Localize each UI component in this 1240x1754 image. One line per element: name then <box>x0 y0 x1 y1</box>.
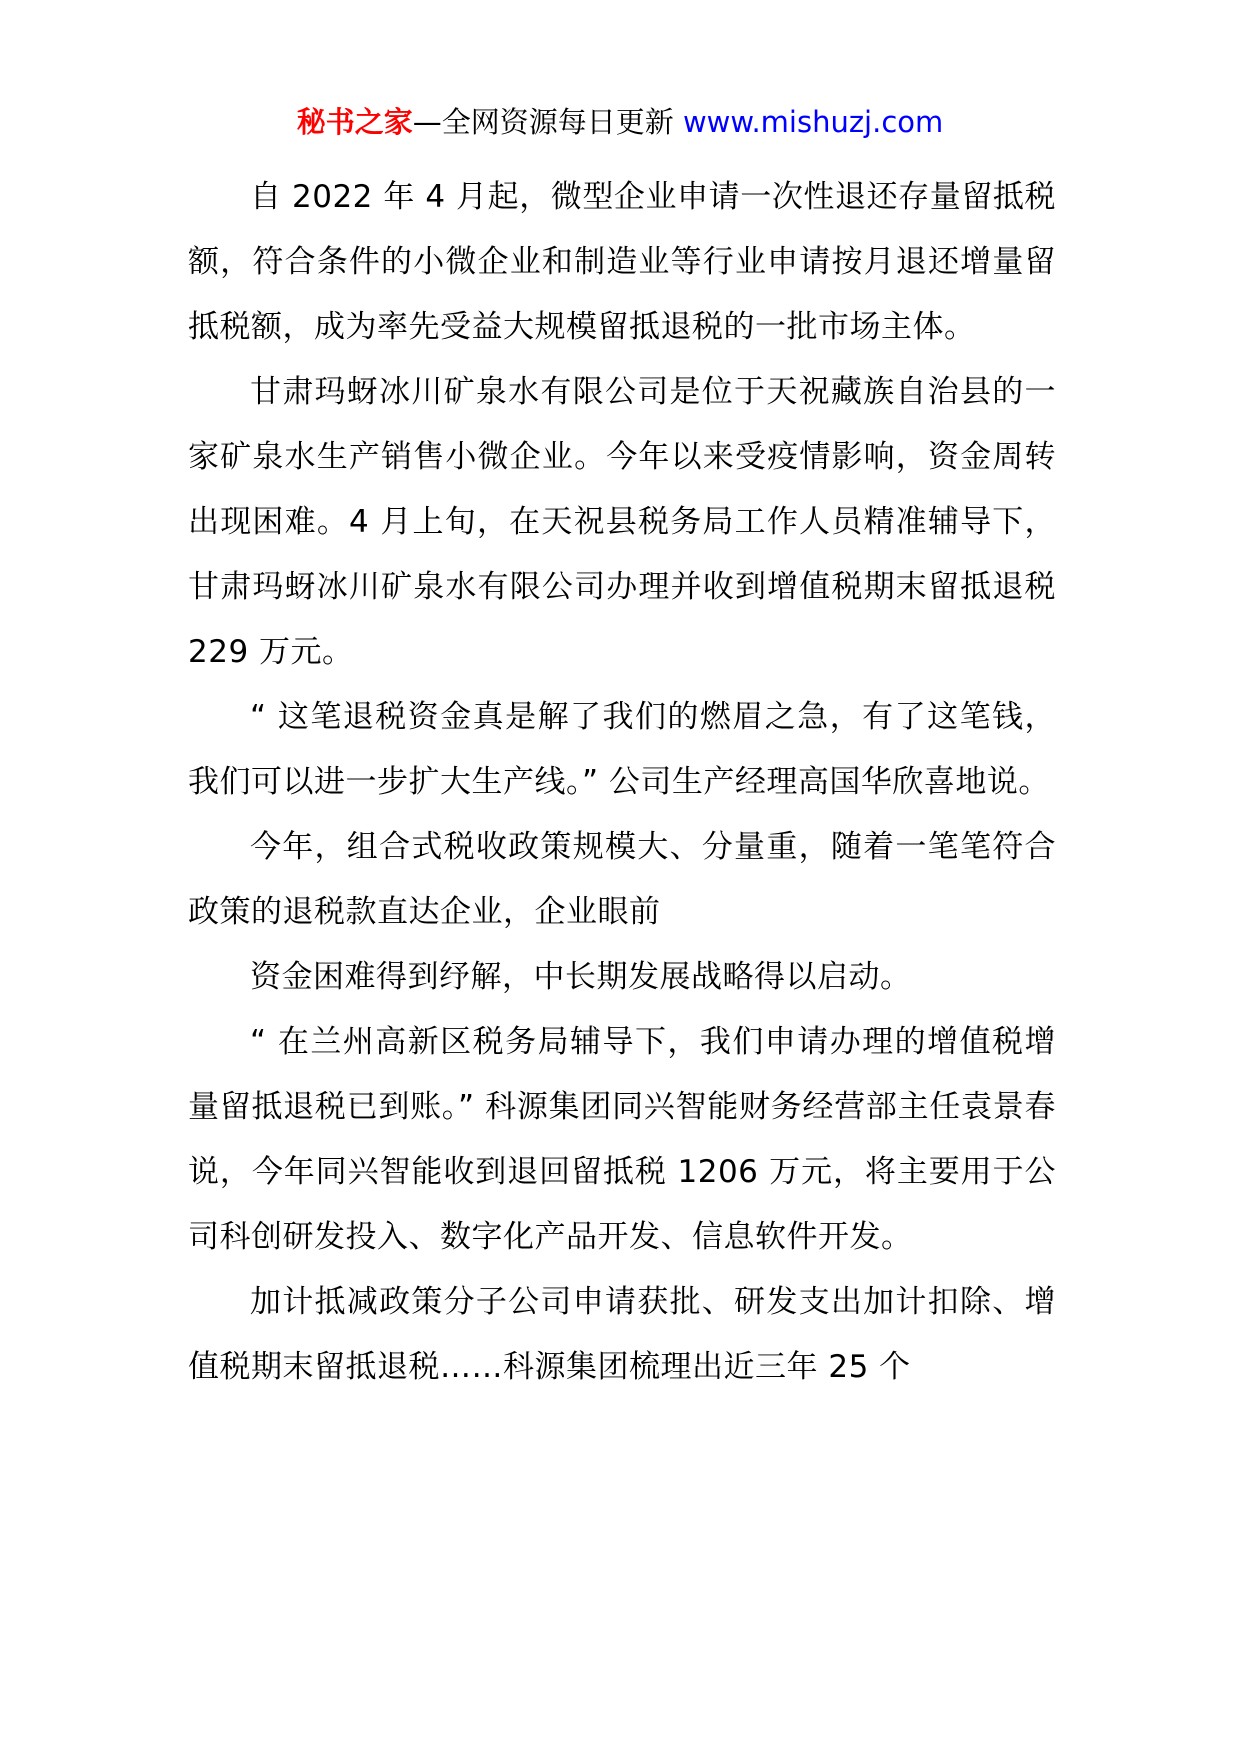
paragraph: 甘肃玛蚜冰川矿泉水有限公司是位于天祝藏族自治县的一家矿泉水生产销售小微企业。今年以来受疫情影响，资金周转出现困难。4 月上旬，在天祝县税务局工作人员精准辅导下，甘肃玛蚜冰川矿泉水有限公司办理并收到增值税期末留抵退税 229 万元。 <box>188 374 1056 670</box>
paragraph: 今年，组合式税收政策规模大、分量重，随着一笔笔符合政策的退税款直达企业，企业眼前 <box>188 829 1056 930</box>
paragraph: 资金困难得到纾解，中长期发展战略得以启动。 <box>250 959 912 995</box>
page-header <box>0 100 1240 144</box>
site-url-link[interactable]: www.mishuzj.com <box>682 105 944 139</box>
paragraph: 自 2022 年 4 月起，微型企业申请一次性退还存量留抵税额，符合条件的小微企业和制造业等行业申请按月退还增量留抵税额，成为率先受益大规模留抵退税的一批市场主体。 <box>188 179 1056 345</box>
article-body <box>188 165 1056 1400</box>
header-tagline: —全网资源每日更新 <box>412 105 674 139</box>
paragraph: “ 这笔退税资金真是解了我们的燃眉之急，有了这笔钱，我们可以进一步扩大生产线。” 公司生产经理高国华欣喜地说。 <box>188 699 1056 800</box>
brand-name: 秘书之家 <box>296 105 413 139</box>
paragraph: 加计抵减政策分子公司申请获批、研发支出加计扣除、增值税期末留抵退税……科源集团梳理出近三年 25 个 <box>188 1284 1056 1385</box>
paragraph: “ 在兰州高新区税务局辅导下，我们申请办理的增值税增量留抵退税已到账。” 科源集团同兴智能财务经营部主任袁景春说，今年同兴智能收到退回留抵税 1206 万元，将主要用于公司科创研发投入、数字化产品开发、信息软件开发。 <box>188 1024 1056 1255</box>
